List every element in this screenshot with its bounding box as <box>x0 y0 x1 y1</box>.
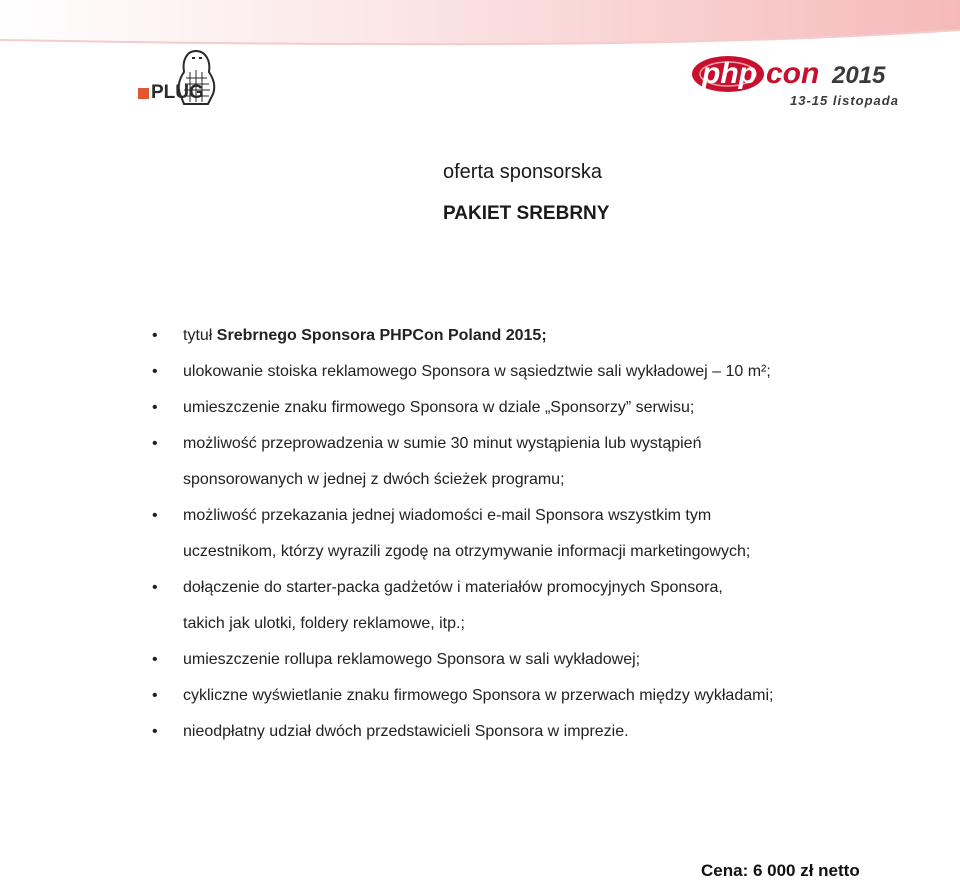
benefit-item <box>150 570 880 606</box>
benefit-text: tytuł <box>183 327 217 344</box>
benefit-item <box>150 426 880 462</box>
bullet-icon: • <box>152 399 158 416</box>
benefit-item <box>150 318 880 354</box>
bullet-icon: • <box>152 579 158 596</box>
phpcon-logo <box>690 52 900 114</box>
price-label: Cena: 6 000 zł netto <box>701 861 860 880</box>
phpcon-logo-year: 2015 <box>832 62 886 89</box>
penguin-icon <box>172 48 222 110</box>
benefit-text: umieszczenie znaku firmowego Sponsora w dziale „Sponsorzy” serwisu; <box>183 399 695 416</box>
package-title: PAKIET SREBRNY <box>443 203 610 224</box>
benefit-text: ulokowanie stoiska reklamowego Sponsora w sąsiedztwie sali wykładowej – 10 m²; <box>183 363 771 380</box>
benefit-item-continuation <box>150 534 880 570</box>
benefit-item-continuation <box>150 462 880 498</box>
bullet-icon: • <box>152 435 158 452</box>
bullet-icon: • <box>152 507 158 524</box>
plug-logo <box>138 48 228 112</box>
bullet-icon: • <box>152 327 158 344</box>
benefit-text: sponsorowanych w jednej z dwóch ścieżek programu; <box>183 471 565 488</box>
benefit-item <box>150 498 880 534</box>
benefit-item <box>150 390 880 426</box>
plug-logo-text: PLUG <box>151 82 204 103</box>
bullet-icon: • <box>152 723 158 740</box>
benefit-text: takich jak ulotki, foldery reklamowe, itp.; <box>183 615 465 632</box>
top-decorative-band <box>0 0 960 48</box>
phpcon-logo-con: con <box>766 57 820 90</box>
benefit-text: uczestnikom, którzy wyrazili zgodę na otrzymywanie informacji marketingowych; <box>183 543 751 560</box>
benefits-list <box>150 318 880 750</box>
benefit-item <box>150 642 880 678</box>
phpcon-logo-php: php <box>702 57 757 90</box>
bullet-icon: • <box>152 363 158 380</box>
phpcon-logo-graphic <box>690 52 900 94</box>
benefit-text-strong: Srebrnego Sponsora PHPCon Poland 2015; <box>216 327 547 344</box>
benefit-item <box>150 678 880 714</box>
bullet-icon: • <box>152 651 158 668</box>
benefit-item <box>150 354 880 390</box>
benefit-text: dołączenie do starter-packa gadżetów i materiałów promocyjnych Sponsora, <box>183 579 723 596</box>
benefit-text: nieodpłatny udział dwóch przedstawicieli Sponsora w imprezie. <box>183 723 629 740</box>
plug-logo-square <box>138 88 149 99</box>
bullet-icon: • <box>152 687 158 704</box>
benefit-item <box>150 714 880 750</box>
benefit-text: możliwość przekazania jednej wiadomości e-mail Sponsora wszystkim tym <box>183 507 712 524</box>
offer-label: oferta sponsorska <box>443 161 602 183</box>
benefit-text: możliwość przeprowadzenia w sumie 30 minut wystąpienia lub wystąpień <box>183 435 702 452</box>
phpcon-dates: 13-15 listopada <box>790 93 899 108</box>
benefit-item-continuation <box>150 606 880 642</box>
benefit-text: umieszczenie rollupa reklamowego Sponsora w sali wykładowej; <box>183 651 641 668</box>
benefit-text: cykliczne wyświetlanie znaku firmowego Sponsora w przerwach między wykładami; <box>183 687 774 704</box>
